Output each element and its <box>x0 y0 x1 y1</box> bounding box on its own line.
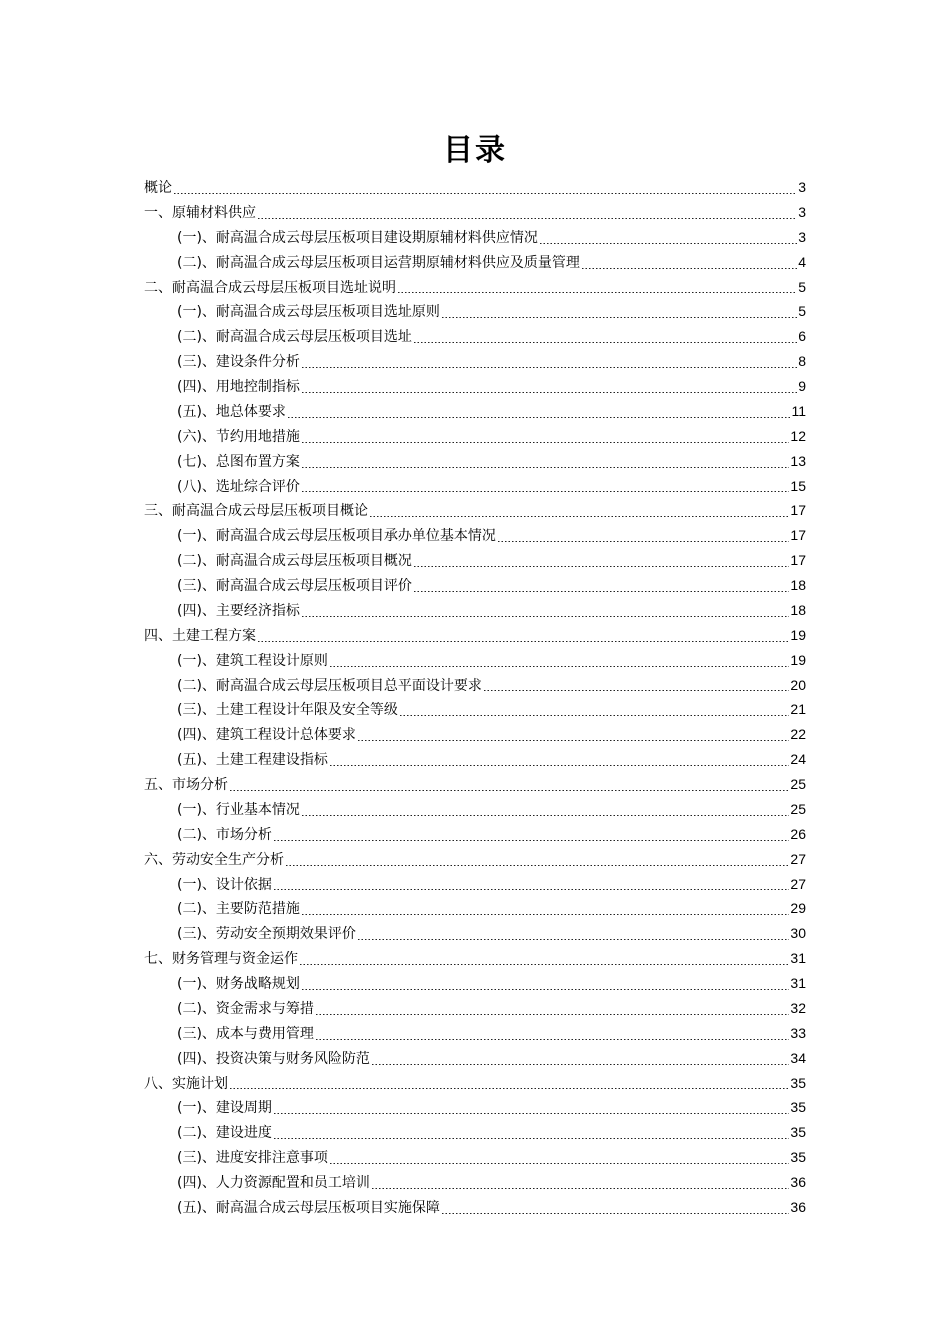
toc-page-number: 17 <box>790 502 806 519</box>
toc-entry[interactable] <box>144 1195 806 1220</box>
toc-entry[interactable] <box>144 896 806 921</box>
toc-dot-leader <box>285 865 789 866</box>
toc-entry-text: (二)、资金需求与筹措 <box>177 1000 314 1017</box>
toc-entry-text: (三)、建设条件分析 <box>177 354 300 371</box>
toc-page-number: 35 <box>790 1149 806 1166</box>
toc-dot-leader <box>229 790 789 791</box>
toc-entry-text: (一)、耐高温合成云母层压板项目承办单位基本情况 <box>177 528 496 545</box>
toc-entry-text: (二)、耐高温合成云母层压板项目概况 <box>177 553 412 570</box>
toc-entry-text: (一)、耐高温合成云母层压板项目建设期原辅材料供应情况 <box>177 229 538 246</box>
toc-page-number: 18 <box>790 601 806 618</box>
toc-entry[interactable] <box>144 498 806 523</box>
toc-dot-leader <box>329 666 789 667</box>
toc-page-number: 26 <box>790 825 806 842</box>
toc-dot-leader <box>413 566 789 567</box>
toc-entry-text: (四)、投资决策与财务风险防范 <box>177 1050 370 1067</box>
toc-entry-text: (二)、市场分析 <box>177 826 272 843</box>
toc-entry-text: (一)、财务战略规划 <box>177 976 300 992</box>
toc-entry[interactable] <box>144 722 806 747</box>
toc-entry[interactable] <box>144 250 806 275</box>
toc-dot-leader <box>301 491 789 492</box>
toc-dot-leader <box>371 1188 789 1189</box>
toc-entry[interactable] <box>144 772 806 797</box>
toc-page-number: 25 <box>790 800 806 817</box>
toc-dot-leader <box>315 1039 789 1040</box>
toc-entry-text: (一)、行业基本情况 <box>177 801 300 818</box>
toc-page-number: 27 <box>790 875 806 892</box>
toc-dot-leader <box>273 1113 789 1114</box>
toc-page-number: 36 <box>790 1198 806 1215</box>
toc-page-number: 35 <box>790 1074 806 1091</box>
toc-dot-leader <box>299 964 789 965</box>
toc-entry[interactable] <box>144 225 806 250</box>
toc-dot-leader <box>497 541 789 542</box>
toc-dot-leader <box>483 690 789 691</box>
toc-page-number: 9 <box>798 378 806 394</box>
toc-entry[interactable] <box>144 797 806 822</box>
toc-page-number: 22 <box>790 726 806 743</box>
toc-entry-text: (一)、设计依据 <box>177 876 272 893</box>
toc-dot-leader <box>173 193 797 194</box>
toc-entry-text: (二)、建设进度 <box>177 1125 272 1142</box>
toc-entry-text: 七、财务管理与资金运作 <box>144 951 298 968</box>
toc-entry-text: 三、耐高温合成云母层压板项目概论 <box>144 503 368 520</box>
toc-page-number: 6 <box>798 328 806 345</box>
toc-dot-leader <box>301 367 797 368</box>
toc-dot-leader <box>441 317 797 318</box>
toc-dot-leader <box>413 591 789 592</box>
toc-page-number: 4 <box>798 253 806 270</box>
toc-entry[interactable] <box>144 349 806 374</box>
toc-page-number: 19 <box>790 651 806 668</box>
toc-page-number: 3 <box>798 203 806 220</box>
toc-page-number: 27 <box>790 850 806 867</box>
toc-entry-text: 概论 <box>144 180 172 196</box>
toc-page-number: 12 <box>790 427 806 444</box>
toc-dot-leader <box>301 616 789 617</box>
toc-page-number: 3 <box>798 179 806 195</box>
toc-dot-leader <box>539 243 797 244</box>
toc-dot-leader <box>301 392 797 393</box>
toc-page-number: 15 <box>790 477 806 494</box>
toc-entry-text: 二、耐高温合成云母层压板项目选址说明 <box>144 279 396 296</box>
toc-entry-text: (五)、耐高温合成云母层压板项目实施保障 <box>177 1199 440 1216</box>
toc-page-number: 32 <box>790 999 806 1016</box>
toc-entry[interactable] <box>144 946 806 971</box>
toc-dot-leader <box>301 914 789 915</box>
toc-entry[interactable] <box>144 324 806 349</box>
toc-entry[interactable] <box>144 1021 806 1046</box>
toc-entry-text: (二)、耐高温合成云母层压板项目选址 <box>177 329 412 346</box>
toc-page-number: 20 <box>790 676 806 693</box>
toc-entry[interactable] <box>144 275 806 300</box>
toc-entry-text: (五)、地总体要求 <box>177 403 286 420</box>
toc-page-number: 5 <box>798 278 806 295</box>
toc-page-number: 24 <box>790 751 806 768</box>
toc-entry[interactable] <box>144 424 806 449</box>
toc-entry-text: 六、劳动安全生产分析 <box>144 851 284 868</box>
toc-dot-leader <box>287 417 791 418</box>
toc-entry[interactable] <box>144 523 806 548</box>
toc-entry-text: (一)、建设周期 <box>177 1100 272 1117</box>
toc-page-number: 25 <box>790 776 806 792</box>
toc-entry-text: (二)、耐高温合成云母层压板项目总平面设计要求 <box>177 677 482 694</box>
toc-entry-text: (三)、进度安排注意事项 <box>177 1150 328 1167</box>
toc-dot-leader <box>273 1138 789 1139</box>
toc-page-number: 19 <box>790 626 806 643</box>
toc-entry[interactable] <box>144 175 806 200</box>
toc-entry[interactable] <box>144 573 806 598</box>
toc-entry[interactable] <box>144 747 806 772</box>
toc-entry-text: (五)、土建工程建设指标 <box>177 752 328 769</box>
toc-dot-leader <box>399 715 789 716</box>
toc-entry[interactable] <box>144 1095 806 1120</box>
toc-page-number: 35 <box>790 1099 806 1116</box>
toc-dot-leader <box>371 1064 789 1065</box>
toc-dot-leader <box>329 1163 789 1164</box>
toc-page-number: 33 <box>790 1024 806 1041</box>
toc-entry-text: (三)、劳动安全预期效果评价 <box>177 926 356 943</box>
toc-entry[interactable] <box>144 299 806 324</box>
toc-entry-text: (三)、耐高温合成云母层压板项目评价 <box>177 578 412 594</box>
toc-entry[interactable] <box>144 822 806 847</box>
toc-entry[interactable] <box>144 399 806 424</box>
toc-dot-leader <box>301 467 789 468</box>
toc-page-number: 5 <box>798 303 806 320</box>
toc-page-number: 21 <box>790 701 806 718</box>
toc-entry[interactable] <box>144 598 806 623</box>
toc-entry[interactable] <box>144 548 806 573</box>
toc-dot-leader <box>357 939 789 940</box>
toc-entry[interactable] <box>144 200 806 225</box>
toc-page-number: 17 <box>790 527 806 544</box>
toc-page-number: 34 <box>790 1049 806 1066</box>
toc-dot-leader <box>273 840 789 841</box>
toc-entry-text: (二)、主要防范措施 <box>177 901 300 918</box>
toc-page-number: 8 <box>798 353 806 370</box>
toc-list <box>144 175 806 1220</box>
toc-entry-text: (一)、建筑工程设计原则 <box>177 652 328 669</box>
toc-dot-leader <box>369 516 789 517</box>
toc-dot-leader <box>581 268 797 269</box>
toc-entry-text: (二)、耐高温合成云母层压板项目运营期原辅材料供应及质量管理 <box>177 254 580 271</box>
toc-entry[interactable] <box>144 697 806 722</box>
toc-entry[interactable] <box>144 374 806 399</box>
toc-page-number: 13 <box>790 452 806 469</box>
toc-entry[interactable] <box>144 474 806 499</box>
toc-entry[interactable] <box>144 648 806 673</box>
toc-dot-leader <box>357 740 789 741</box>
toc-entry[interactable] <box>144 449 806 474</box>
toc-entry-text: (六)、节约用地措施 <box>177 428 300 445</box>
toc-page-number: 29 <box>790 900 806 917</box>
toc-entry[interactable] <box>144 971 806 996</box>
toc-page-number: 17 <box>790 552 806 569</box>
toc-page-number: 18 <box>790 577 806 593</box>
toc-entry[interactable] <box>144 847 806 872</box>
toc-entry-text: (四)、主要经济指标 <box>177 602 300 619</box>
toc-dot-leader <box>229 1088 789 1089</box>
toc-entry-text: (三)、成本与费用管理 <box>177 1025 314 1042</box>
toc-entry-text: (四)、用地控制指标 <box>177 379 300 395</box>
toc-entry-text: (四)、建筑工程设计总体要求 <box>177 727 356 744</box>
toc-page-number: 31 <box>790 975 806 991</box>
toc-entry[interactable] <box>144 1120 806 1145</box>
toc-title: 目录 <box>443 133 507 168</box>
toc-entry-text: 八、实施计划 <box>144 1075 228 1092</box>
toc-dot-leader <box>301 989 789 990</box>
toc-dot-leader <box>273 889 789 890</box>
toc-dot-leader <box>329 765 789 766</box>
toc-entry[interactable] <box>144 996 806 1021</box>
toc-entry-text: (八)、选址综合评价 <box>177 478 300 495</box>
toc-entry[interactable] <box>144 623 806 648</box>
toc-page-number: 11 <box>791 402 806 419</box>
toc-entry[interactable] <box>144 673 806 698</box>
toc-page-number: 36 <box>790 1174 806 1190</box>
toc-entry[interactable] <box>144 1170 806 1195</box>
toc-dot-leader <box>315 1014 789 1015</box>
toc-entry[interactable] <box>144 1071 806 1096</box>
toc-entry-text: (四)、人力资源配置和员工培训 <box>177 1175 370 1191</box>
toc-dot-leader <box>301 442 789 443</box>
toc-entry[interactable] <box>144 1046 806 1071</box>
toc-page-number: 35 <box>790 1124 806 1141</box>
toc-entry-text: (七)、总图布置方案 <box>177 453 300 470</box>
toc-entry-text: (一)、耐高温合成云母层压板项目选址原则 <box>177 304 440 321</box>
toc-entry-text: (三)、土建工程设计年限及安全等级 <box>177 702 398 719</box>
toc-entry[interactable] <box>144 921 806 946</box>
toc-dot-leader <box>397 292 797 293</box>
toc-dot-leader <box>441 1213 789 1214</box>
toc-dot-leader <box>257 218 797 219</box>
toc-dot-leader <box>257 641 789 642</box>
toc-entry[interactable] <box>144 1145 806 1170</box>
toc-entry-text: 四、土建工程方案 <box>144 627 256 644</box>
toc-entry-text: 五、市场分析 <box>144 777 228 793</box>
toc-entry[interactable] <box>144 872 806 897</box>
toc-page-number: 31 <box>790 950 806 967</box>
toc-page-number: 30 <box>790 925 806 942</box>
toc-dot-leader <box>301 815 789 816</box>
toc-page-number: 3 <box>798 228 806 245</box>
toc-dot-leader <box>413 342 797 343</box>
toc-entry-text: 一、原辅材料供应 <box>144 204 256 221</box>
